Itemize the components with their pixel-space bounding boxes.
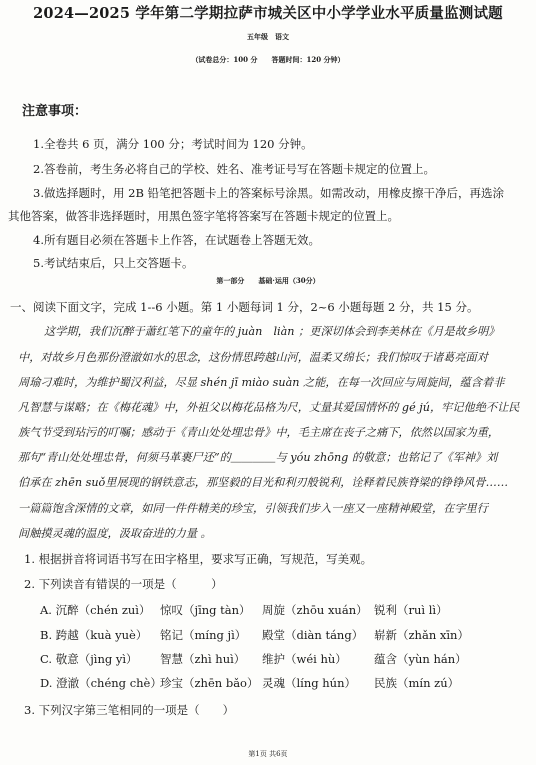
option-b-4: 崭新（zhǎn xīn） <box>374 628 469 642</box>
part1-heading: 第一部分 基础·运用（30分） <box>216 276 320 285</box>
passage-line: 一篇篇饱含深情的文章，如同一件件精美的珍宝，引领我们步入一座又一座精神殿堂，在字里行 <box>18 502 488 515</box>
note-item: 1.全卷共 6 页，满分 100 分；考试时间为 120 分钟。 <box>33 137 313 151</box>
passage-line: 凡智慧与谋略；在《梅花魂》中，外祖父以梅花品格为尺，丈量其爱国情怀的 gé jú，牢记他绝不让民 <box>18 401 520 414</box>
option-a-4: 锐利（ruì lì） <box>374 603 448 617</box>
exam-info: （试卷总分：100 分 答题时间：120 分钟） <box>191 55 345 64</box>
passage-line: 周瑜刁难时，为维护蜀汉利益，尽显 shén jī miào suàn 之能，在每一次回应与周旋间，蕴含着非 <box>18 376 505 389</box>
passage-line: 族气节受到玷污的叮嘱；感动于《青山处处埋忠骨》中，毛主席在丧子之痛下，依然以国家为重， <box>18 426 500 439</box>
option-c-4: 蕴含（yùn hán） <box>374 652 467 666</box>
option-d-4: 民族（mín zú） <box>374 676 460 690</box>
question-1: 1. 根据拼音将词语书写在田字格里，要求写正确，写规范，写美观。 <box>24 552 373 566</box>
option-a-2: 惊叹（jīng tàn） <box>160 603 251 617</box>
option-a-1: A. 沉醉（chén zuì） <box>40 603 151 617</box>
exam-subtitle: 五年级 语文 <box>247 32 289 41</box>
question-3: 3. 下列汉字第三笔相同的一项是（ ） <box>24 703 235 717</box>
option-c-3: 维护（wéi hù） <box>262 652 347 666</box>
option-d-1: D. 澄澈（chéng chè） <box>40 676 162 690</box>
option-b-2: 铭记（míng jì） <box>160 628 247 642</box>
question-2: 2. 下列读音有错误的一项是（ ） <box>24 577 223 591</box>
reading-intro: 一、阅读下面文字，完成 1--6 小题。第 1 小题每词 1 分，2~6 小题每题 2 分，共 15 分。 <box>10 300 479 314</box>
passage-line: 伯承在 zhēn suǒ里展现的钢铁意志，那坚毅的目光和利刃般锐利，诠释着民族脊梁的铮铮风骨…… <box>18 476 509 489</box>
option-c-2: 智慧（zhì huì） <box>160 652 246 666</box>
option-d-3: 灵魂（líng hún） <box>262 676 356 690</box>
passage-line: 这学期，我们沉醉于蕭红笔下的童年的 juàn liàn ；更深切体会到李美林在《月是故乡明》 <box>44 325 500 338</box>
page-number: 第1页 共6页 <box>248 750 288 758</box>
passage-line: 那句“青山处处埋忠骨，何须马革裹尸还”的＿＿＿＿与 yóu zhōng 的敬意；也铭记了《军神》刘 <box>18 451 498 464</box>
notes-heading: 注意事项： <box>22 104 88 119</box>
option-d-2: 珍宝（zhēn bǎo） <box>160 676 259 690</box>
exam-title: 2024—2025 学年第二学期拉萨市城关区中小学学业水平质量监测试题 <box>33 5 503 22</box>
note-item: 2.答卷前，考生务必将自己的学校、姓名、准考证号写在答题卡规定的位置上。 <box>33 162 435 176</box>
option-b-1: B. 跨越（kuà yuè） <box>40 628 148 642</box>
option-b-3: 殿堂（diàn táng） <box>262 628 364 642</box>
note-item: 5.考试结束后，只上交答题卡。 <box>33 256 194 270</box>
note-item: 其他答案，做答非选择题时，用黑色签字笔将答案写在答题卡规定的位置上。 <box>8 209 399 223</box>
option-a-3: 周旋（zhōu xuán） <box>262 603 368 617</box>
option-c-1: C. 敬意（jìng yì） <box>40 652 138 666</box>
note-item: 4.所有题目必须在答题卡上作答，在试题卷上答题无效。 <box>33 233 320 247</box>
passage-line: 中，对故乡月色那份澄澈如水的思念，这份情思跨越山河，温柔又绵长；我们惊叹于诸葛亮面对 <box>18 351 488 364</box>
passage-line: 间触摸灵魂的温度，汲取奋进的力量 。 <box>18 527 212 540</box>
note-item: 3.做选择题时，用 2B 铅笔把答题卡上的答案标号涂黑。如需改动，用橡皮擦干净后，再选涂 <box>33 186 505 200</box>
